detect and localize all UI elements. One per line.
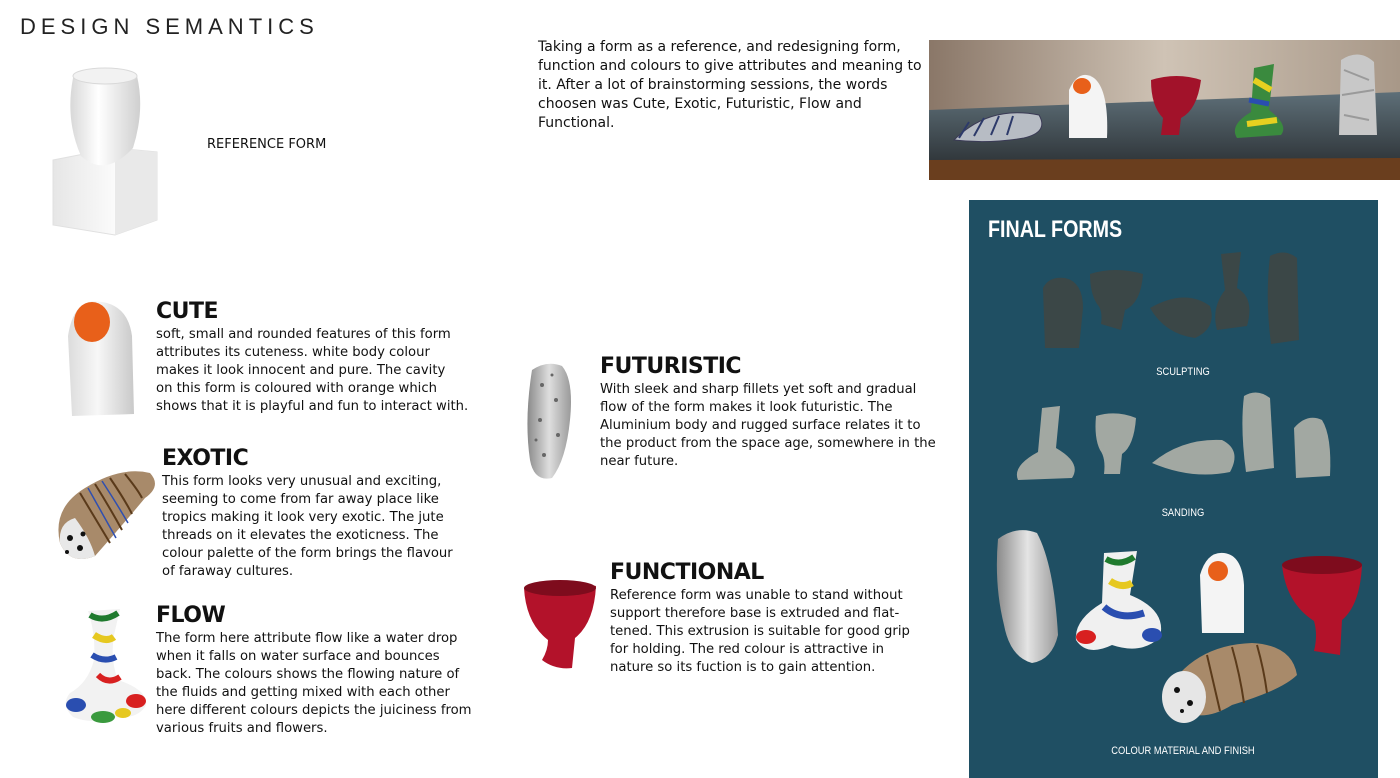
- exotic-heading: EXOTIC: [162, 446, 249, 471]
- sculpting-forms-image: [1035, 248, 1335, 358]
- sanding-forms-image: [1012, 388, 1352, 493]
- functional-form-image: [520, 578, 600, 673]
- final-forms-title: FINAL FORMS: [988, 216, 1123, 243]
- functional-heading: FUNCTIONAL: [610, 560, 764, 585]
- futuristic-heading: FUTURISTIC: [600, 354, 742, 379]
- functional-description: Reference form was unable to stand without support therefore base is extruded and flat- tened. This extrusion is suitable for good grip for holding. The red colour is attractive in nature so its fuction is to gain attention.: [610, 588, 910, 675]
- reference-form-image: [45, 60, 165, 240]
- exotic-description: This form looks very unusual and exciting, seeming to come from far away place like tropics making it look very exotic. The jute threads on it elevates the exoticness. The colour palette of the form brings the flavour of faraway cultures.: [162, 474, 453, 579]
- flow-heading: FLOW: [156, 603, 226, 628]
- flow-form-image: [58, 605, 153, 730]
- cute-form-image: [62, 296, 147, 421]
- futuristic-form-image: [522, 360, 577, 482]
- colour-material-forms-image: [992, 525, 1377, 740]
- intro-paragraph: Taking a form as a reference, and redesigning form, function and colours to give attributes and meaning to it. After a lot of brainstorming sessions, the words choosen was Cute, Exotic, Futuristic, Flow and Functional.: [538, 39, 922, 131]
- futuristic-description: With sleek and sharp fillets yet soft and gradual flow of the form makes it look futuristic. The Aluminium body and rugged surface relates it to the product from the space age, somewhere in the near future.: [600, 382, 936, 469]
- reference-form-label: REFERENCE FORM: [207, 137, 327, 152]
- forms-on-table-photo: [929, 40, 1400, 180]
- cute-description: soft, small and rounded features of this form attributes its cuteness. white body colour makes it look innocent and pure. The cavity on this form is coloured with orange which shows that it is playful and fun to interact with.: [156, 327, 469, 414]
- sculpting-caption: SCULPTING: [1156, 366, 1210, 378]
- cute-heading: CUTE: [156, 299, 219, 324]
- colour-material-caption: COLOUR MATERIAL AND FINISH: [1111, 745, 1255, 757]
- exotic-form-image: [50, 448, 162, 573]
- page-title: DESIGN SEMANTICS: [20, 14, 319, 39]
- sanding-caption: SANDING: [1161, 507, 1205, 519]
- flow-description: The form here attribute flow like a water drop when it falls on water surface and bounces back. The colours shows the flowing nature of the fluids and getting mixed with each other here different colours depicts the juiciness from various fruits and flowers.: [156, 631, 472, 736]
